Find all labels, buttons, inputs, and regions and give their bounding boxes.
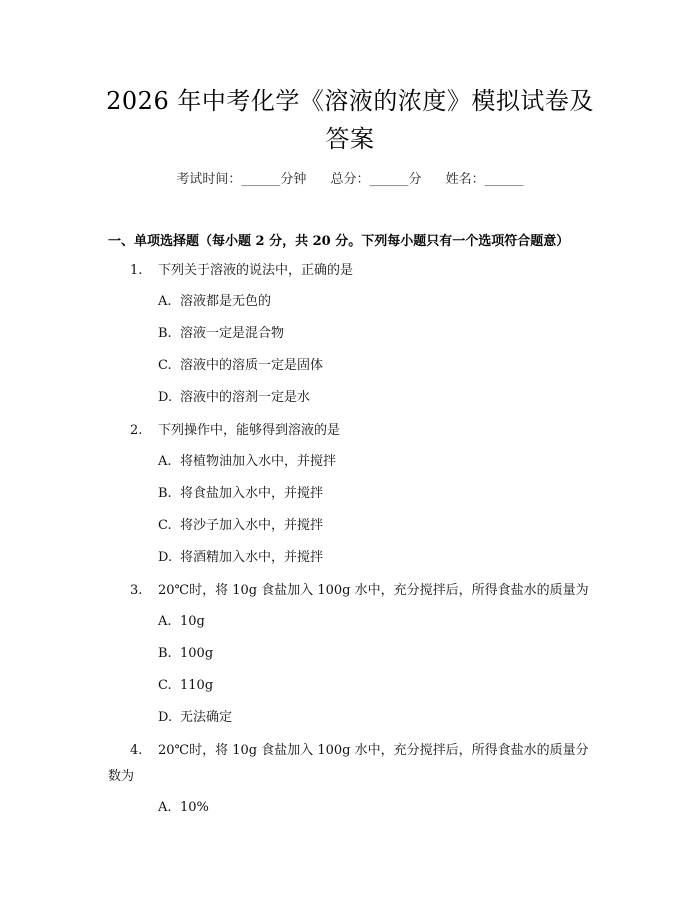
question-3 [108, 578, 598, 604]
student-name: 姓名：______ [445, 172, 524, 187]
option-text: 100g [180, 646, 214, 661]
option-letter: A. [158, 800, 172, 815]
exam-total-score: 总分：______分 [330, 172, 422, 187]
question-text: 20℃时，将 10g 食盐加入 100g 水中，充分搅拌后，所得食盐水的质量分数为 [108, 743, 589, 784]
question-number: 1. [130, 263, 143, 278]
option-text: 溶液中的溶剂一定是水 [180, 390, 311, 405]
option-letter: A. [158, 614, 172, 629]
option-4a [158, 798, 209, 818]
page-title [70, 82, 630, 158]
option-text: 溶液中的溶质一定是固体 [180, 358, 324, 373]
option-2d [158, 548, 323, 568]
option-letter: B. [158, 486, 172, 501]
option-1a [158, 292, 271, 312]
question-number: 2. [130, 423, 143, 438]
option-letter: A. [158, 454, 172, 469]
option-3c [158, 676, 213, 696]
option-letter: A. [158, 294, 172, 309]
question-4 [108, 738, 598, 790]
question-number: 3. [130, 583, 143, 598]
option-letter: B. [158, 646, 172, 661]
option-1c [158, 356, 323, 376]
option-3d [158, 708, 232, 728]
option-letter: C. [158, 358, 172, 373]
option-letter: D. [158, 710, 173, 725]
option-text: 10g [180, 614, 205, 629]
option-2b [158, 484, 323, 504]
question-2 [108, 418, 598, 444]
question-text: 20℃时，将 10g 食盐加入 100g 水中，充分搅拌后，所得食盐水的质量为 [158, 583, 589, 598]
question-text: 下列操作中，能够得到溶液的是 [158, 423, 341, 438]
section-heading: 一、单项选择题（每小题 2 分，共 20 分。下列每小题只有一个选项符合题意） [108, 234, 570, 249]
option-letter: B. [158, 326, 172, 341]
option-text: 溶液一定是混合物 [180, 326, 285, 341]
option-3a [158, 612, 205, 632]
option-2a [158, 452, 336, 472]
option-text: 110g [180, 678, 214, 693]
option-1d [158, 388, 310, 408]
option-letter: C. [158, 518, 172, 533]
question-1 [108, 258, 598, 284]
question-text: 下列关于溶液的说法中，正确的是 [158, 263, 354, 278]
option-letter: C. [158, 678, 172, 693]
exam-meta [0, 168, 700, 187]
title-line-1: 2026 年中考化学《溶液的浓度》模拟试卷及 [106, 87, 594, 115]
title-line-2: 答案 [325, 125, 375, 153]
option-3b [158, 644, 213, 664]
option-text: 溶液都是无色的 [180, 294, 272, 309]
exam-time: 考试时间：______分钟 [176, 172, 307, 187]
question-number: 4. [130, 743, 143, 758]
option-2c [158, 516, 323, 536]
option-text: 无法确定 [180, 710, 233, 725]
option-text: 将酒精加入水中，并搅拌 [180, 550, 324, 565]
option-text: 将食盐加入水中，并搅拌 [180, 486, 324, 501]
option-text: 将沙子加入水中，并搅拌 [180, 518, 324, 533]
option-text: 10% [180, 800, 209, 815]
option-text: 将植物油加入水中，并搅拌 [180, 454, 337, 469]
option-letter: D. [158, 550, 173, 565]
option-letter: D. [158, 390, 173, 405]
option-1b [158, 324, 284, 344]
